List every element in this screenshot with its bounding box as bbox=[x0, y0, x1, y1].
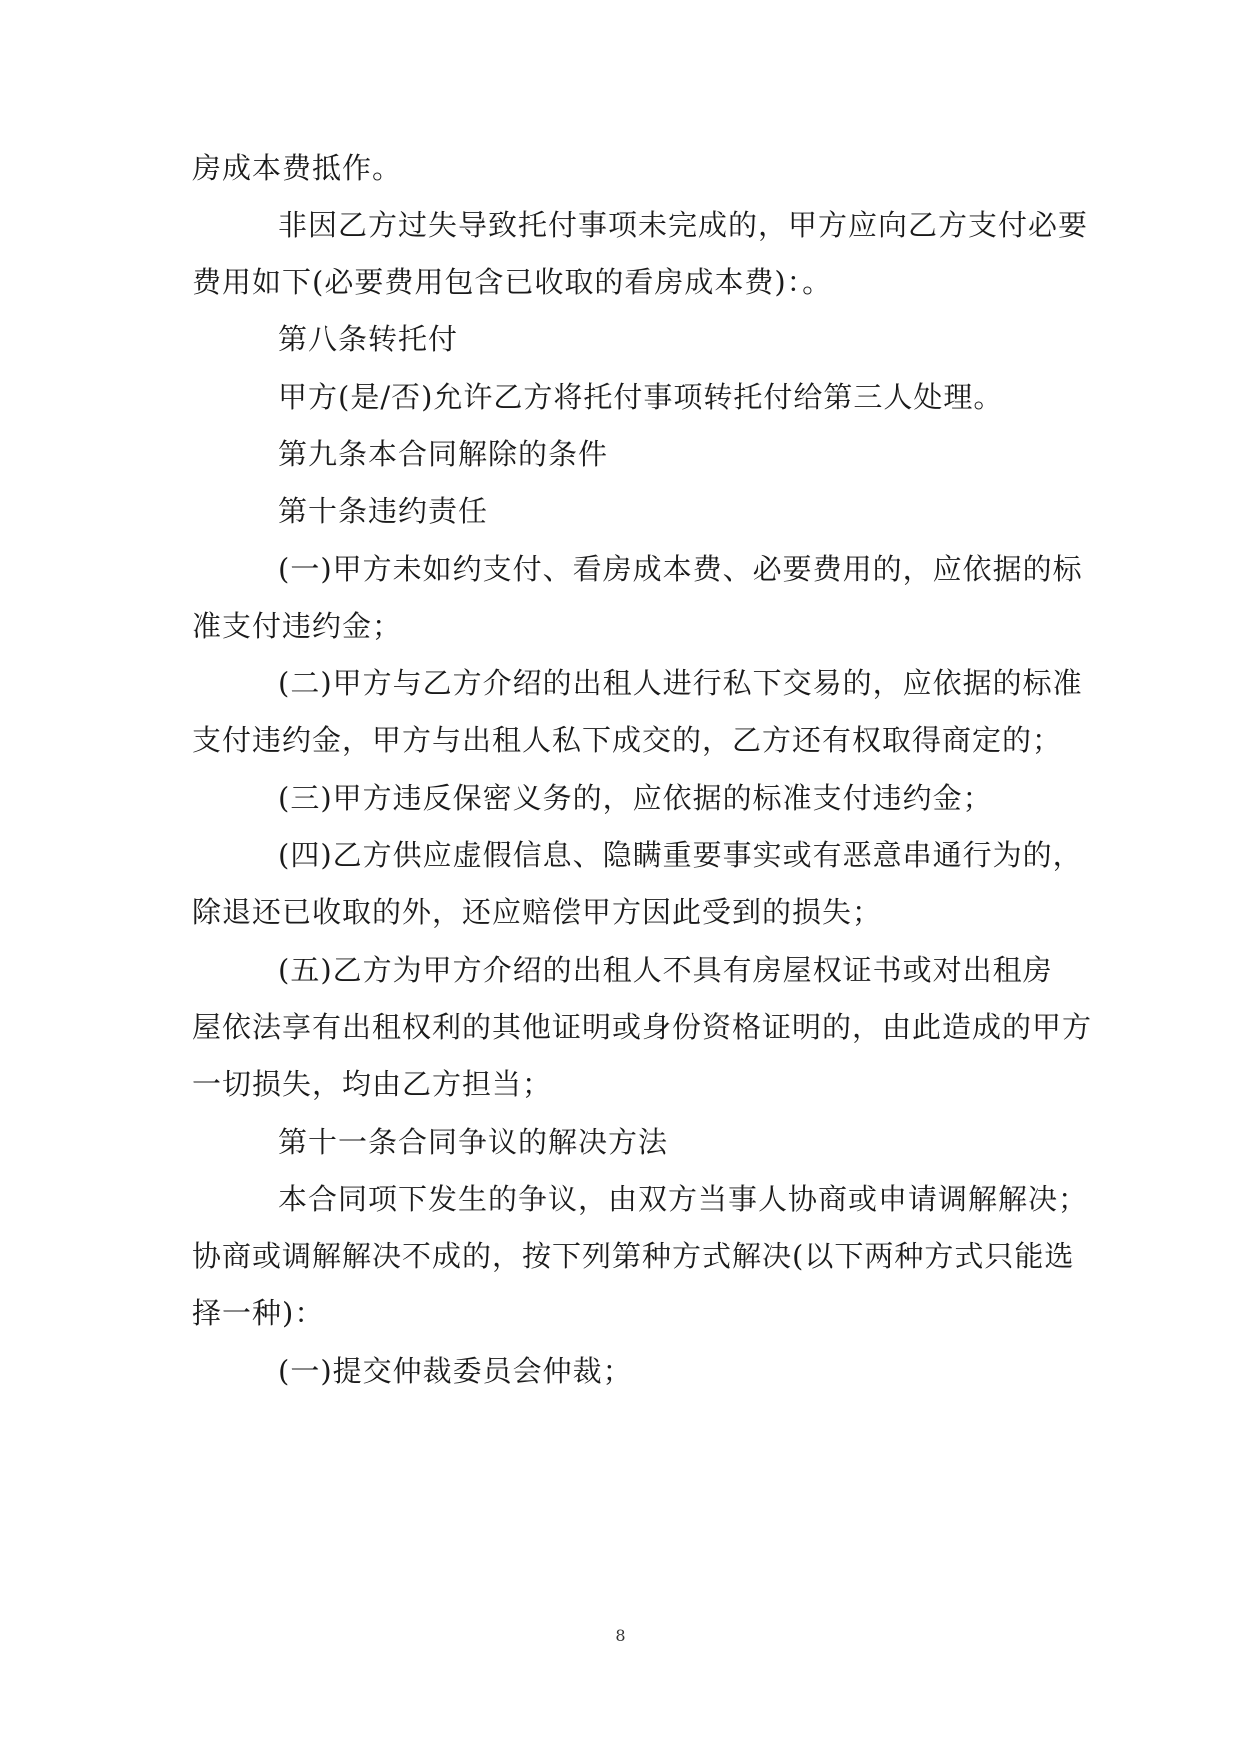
section-heading: 第九条本合同解除的条件 bbox=[278, 437, 609, 471]
text-line: (二)甲方与乙方介绍的出租人进行私下交易的，应依据的标准 bbox=[278, 666, 1083, 700]
text-line: (一)甲方未如约支付、看房成本费、必要费用的，应依据的标 bbox=[278, 552, 1083, 586]
text-line: 协商或调解解决不成的，按下列第种方式解决(以下两种方式只能选 bbox=[192, 1239, 1075, 1273]
text-line: 房成本费抵作。 bbox=[192, 151, 403, 185]
section-heading: 第八条转托付 bbox=[278, 322, 459, 356]
text-line: 择一种)： bbox=[192, 1296, 325, 1330]
text-line: 一切损失，均由乙方担当； bbox=[192, 1067, 553, 1101]
text-line: 甲方(是/否)允许乙方将托付事项转托付给第三人处理。 bbox=[278, 380, 1004, 414]
text-line: (三)甲方违反保密义务的，应依据的标准支付违约金； bbox=[278, 781, 993, 815]
text-line: 除退还已收取的外，还应赔偿甲方因此受到的损失； bbox=[192, 895, 883, 929]
text-line: 本合同项下发生的争议，由双方当事人协商或申请调解解决； bbox=[278, 1182, 1089, 1216]
text-line: 准支付违约金； bbox=[192, 609, 403, 643]
text-line: (一)提交仲裁委员会仲裁； bbox=[278, 1354, 633, 1388]
page-number: 8 bbox=[615, 1626, 626, 1645]
text-line: 支付违约金，甲方与出租人私下成交的，乙方还有权取得商定的； bbox=[192, 723, 1063, 757]
text-line: 费用如下(必要费用包含已收取的看房成本费)：。 bbox=[192, 265, 833, 299]
text-line: 非因乙方过失导致托付事项未完成的，甲方应向乙方支付必要 bbox=[278, 208, 1089, 242]
text-line: 屋依法享有出租权利的其他证明或身份资格证明的，由此造成的甲方 bbox=[192, 1010, 1093, 1044]
text-line: (四)乙方供应虚假信息、隐瞒重要事实或有恶意串通行为的， bbox=[278, 838, 1083, 872]
text-line: (五)乙方为甲方介绍的出租人不具有房屋权证书或对出租房 bbox=[278, 953, 1053, 987]
section-heading: 第十条违约责任 bbox=[278, 494, 489, 528]
section-heading: 第十一条合同争议的解决方法 bbox=[278, 1125, 669, 1159]
